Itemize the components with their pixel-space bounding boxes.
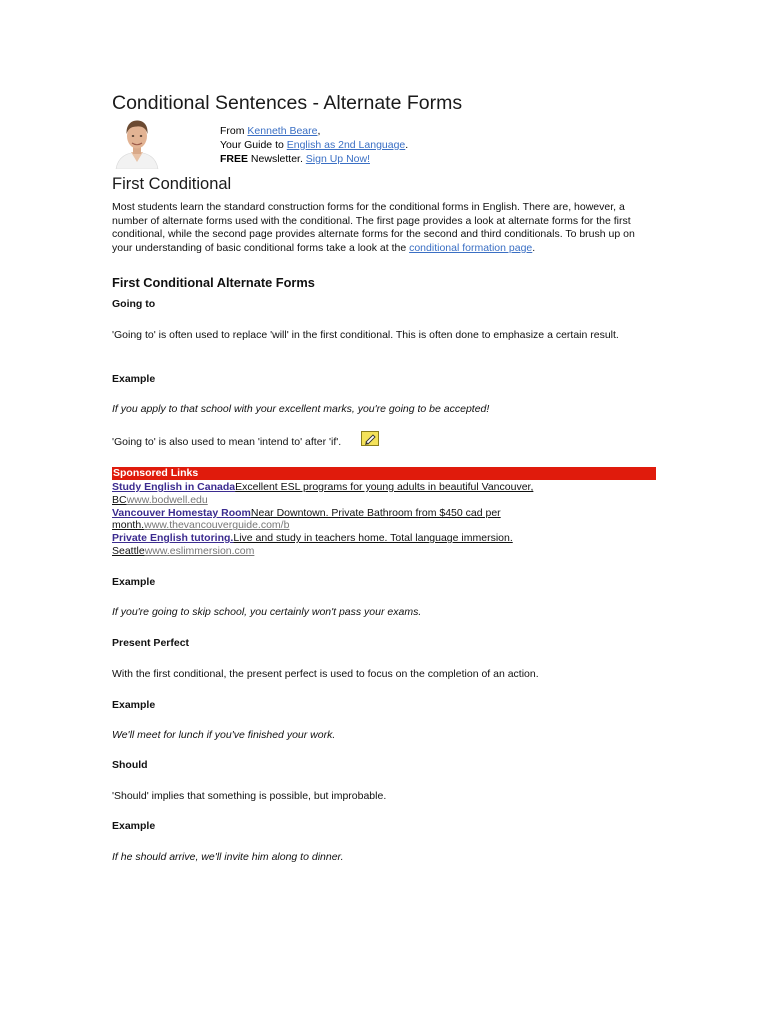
sponsored-link-title[interactable]: Vancouver Homestay Room xyxy=(112,506,251,519)
should-description: 'Should' implies that something is possible, but improbable. xyxy=(112,790,387,802)
sponsored-link-title[interactable]: Private English tutoring. xyxy=(112,532,234,545)
newsletter-text: Newsletter. xyxy=(248,153,306,165)
intro-text: Most students learn the standard construction forms for the conditional forms in English. There are, however, a number of alternate forms used with the conditional. The first page provides a look at alternate forms for the first conditional, while the second page provides alternate forms for the second and third conditionals. To brush up on your understanding of basic conditional forms take a look at the xyxy=(112,201,635,254)
sponsored-link-item[interactable] xyxy=(112,481,572,507)
section-title: First Conditional xyxy=(112,175,232,193)
free-label: FREE xyxy=(220,153,249,165)
conditional-formation-link[interactable]: conditional formation page xyxy=(409,241,533,254)
sponsored-link-desc[interactable]: Near Downtown. Private Bathroom from $450 cad per month. xyxy=(112,506,501,532)
sponsored-link-url[interactable]: www.eslimmersion.com xyxy=(144,544,255,557)
going-to-example: If you apply to that school with your excellent marks, you're going to be accepted! xyxy=(112,403,490,415)
guide-link[interactable]: English as 2nd Language xyxy=(286,139,406,151)
going-to-example-label: Example xyxy=(112,373,156,385)
byline-from xyxy=(220,124,408,138)
should-heading: Should xyxy=(112,759,148,771)
sponsored-link-url[interactable]: www.thevancouverguide.com/b xyxy=(144,519,290,532)
sponsored-link-title[interactable]: Study English in Canada xyxy=(112,481,236,493)
author-photo xyxy=(112,115,162,169)
subsection-title: First Conditional Alternate Forms xyxy=(112,275,315,290)
byline-newsletter xyxy=(220,152,408,166)
sponsored-link-item[interactable] xyxy=(112,507,572,533)
sponsored-link-desc[interactable]: Excellent ESL programs for young adults in beautiful Vancouver, BC xyxy=(112,481,534,506)
byline-guide xyxy=(220,138,408,152)
intro-paragraph xyxy=(112,201,642,255)
present-perfect-heading: Present Perfect xyxy=(112,637,190,649)
byline-from-suffix: , xyxy=(317,125,321,137)
byline-from-prefix: From xyxy=(220,125,248,137)
going-to-also-text: 'Going to' is also used to mean 'intend to' after 'if'. xyxy=(112,436,342,448)
sponsored-links xyxy=(112,481,572,558)
byline xyxy=(220,124,408,166)
intro-suffix: . xyxy=(532,241,536,254)
sponsored-label: Sponsored Links xyxy=(113,467,199,479)
present-perfect-example-label: Example xyxy=(112,699,156,711)
present-perfect-example: We'll meet for lunch if you've finished your work. xyxy=(112,729,336,741)
signup-link[interactable]: Sign Up Now! xyxy=(305,153,370,165)
pencil-icon[interactable] xyxy=(361,431,379,446)
sponsored-link-item[interactable] xyxy=(112,532,572,558)
page-title: Conditional Sentences - Alternate Forms xyxy=(112,92,463,114)
present-perfect-description: With the first conditional, the present perfect is used to focus on the completion of an action. xyxy=(112,668,539,680)
should-example: If he should arrive, we'll invite him along to dinner. xyxy=(112,851,344,863)
author-link[interactable]: Kenneth Beare xyxy=(247,125,318,137)
byline-guide-prefix: Your Guide to xyxy=(220,139,287,151)
going-to-heading: Going to xyxy=(112,298,156,310)
sponsored-link-desc[interactable]: Live and study in teachers home. Total language immersion. Seattle xyxy=(112,532,513,557)
sponsored-link-url[interactable]: www.bodwell.edu xyxy=(126,493,208,506)
example2-label: Example xyxy=(112,576,156,588)
example2-text: If you're going to skip school, you certainly won't pass your exams. xyxy=(112,606,422,618)
should-example-label: Example xyxy=(112,820,156,832)
byline-guide-suffix: . xyxy=(405,139,409,151)
going-to-description: 'Going to' is often used to replace 'will' in the first conditional. This is often done to emphasize a certain result. xyxy=(112,329,619,341)
